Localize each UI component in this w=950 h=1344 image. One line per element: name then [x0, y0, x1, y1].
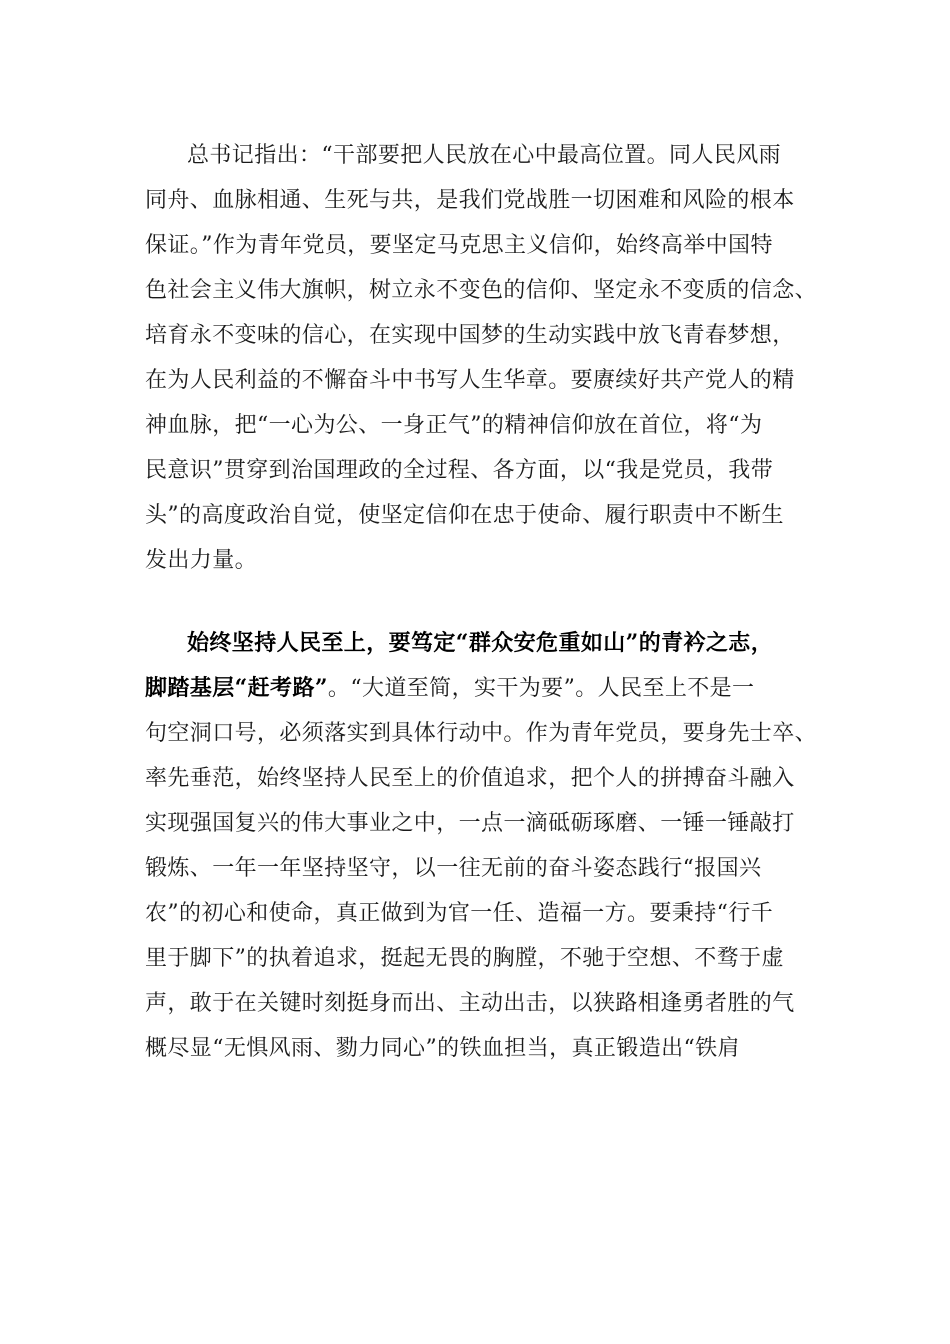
- paragraph-line: 保证。”作为青年党员，要坚定马克思主义信仰，始终高举中国特: [145, 233, 773, 258]
- paragraph-1: [145, 133, 818, 583]
- paragraph-line: 发出力量。: [145, 548, 258, 573]
- paragraph-2: [145, 621, 818, 1071]
- paragraph-line: 率先垂范，始终坚持人民至上的价值追求，把个人的拼搏奋斗融入: [145, 766, 795, 791]
- paragraph-line: 概尽显“无惧风雨、勠力同心”的铁血担当，真正锻造出“铁肩: [145, 1036, 740, 1061]
- paragraph-line: 总书记指出：“干部要把人民放在心中最高位置。同人民风雨: [187, 143, 782, 168]
- paragraph-line: 句空洞口号，必须落实到具体行动中。作为青年党员，要身先士卒、: [145, 721, 818, 746]
- paragraph-line: 锻炼、一年一年坚持坚守，以一往无前的奋斗姿态践行“报国兴: [145, 856, 762, 881]
- paragraph-line: 色社会主义伟大旗帜，树立永不变色的信仰、坚定永不变质的信念、: [145, 278, 818, 303]
- section-heading-rest-text: 。“大道至简，实干为要”。人民至上不是一: [327, 676, 755, 701]
- paragraph-line: 声，敢于在关键时刻挺身而出、主动出击，以狭路相逢勇者胜的气: [145, 991, 795, 1016]
- paragraph-line: 民意识”贯穿到治国理政的全过程、各方面，以“我是党员，我带: [145, 458, 774, 483]
- paragraph-line: 农”的初心和使命，真正做到为官一任、造福一方。要秉持“行千: [145, 901, 774, 926]
- section-heading-bold-text: 脚踏基层“赶考路”: [145, 675, 328, 701]
- paragraph-line: 实现强国复兴的伟大事业之中，一点一滴砥砺琢磨、一锤一锤敲打: [145, 811, 795, 836]
- section-heading-continuation: [145, 666, 805, 711]
- paragraph-line: 同舟、血脉相通、生死与共，是我们党战胜一切困难和风险的根本: [145, 188, 795, 213]
- paragraph-line: 头”的高度政治自觉，使坚定信仰在忠于使命、履行职责中不断生: [145, 503, 784, 528]
- paragraph-line: 里于脚下”的执着追求，挺起无畏的胸膛，不驰于空想、不骛于虚: [145, 946, 784, 971]
- paragraph-line: 神血脉，把“一心为公、一身正气”的精神信仰放在首位，将“为: [145, 413, 763, 438]
- section-heading-line: 始终坚持人民至上，要笃定“群众安危重如山”的青衿之志，: [187, 630, 774, 656]
- paragraph-line: 在为人民利益的不懈奋斗中书写人生华章。要赓续好共产党人的精: [145, 368, 795, 393]
- paragraph-line: 培育永不变味的信心，在实现中国梦的生动实践中放飞青春梦想，: [145, 323, 795, 348]
